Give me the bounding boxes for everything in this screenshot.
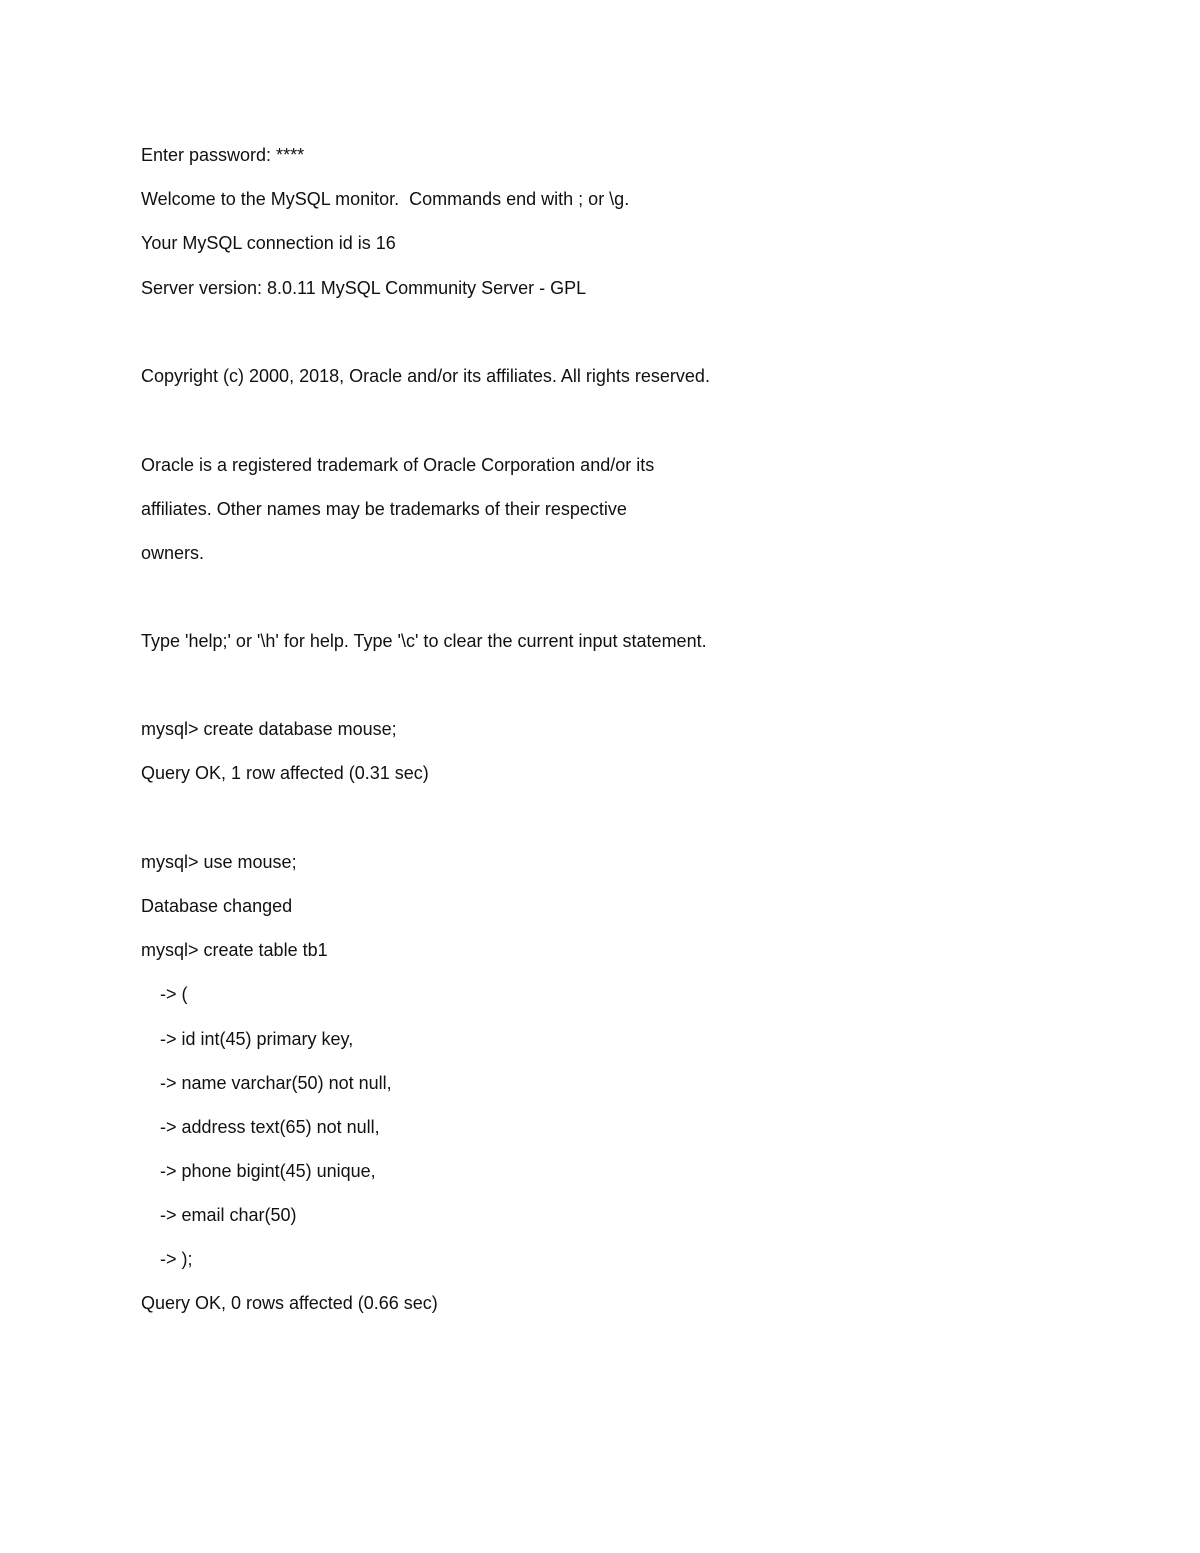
- connection-id-line: Your MySQL connection id is 16: [141, 233, 396, 253]
- trademark-line-2: affiliates. Other names may be trademarks of their respective: [141, 499, 627, 519]
- copyright-line: Copyright (c) 2000, 2018, Oracle and/or its affiliates. All rights reserved.: [141, 366, 710, 386]
- create-table-result: Query OK, 0 rows affected (0.66 sec): [141, 1293, 438, 1313]
- create-table-open-paren: -> (: [160, 984, 188, 1004]
- database-changed-line: Database changed: [141, 896, 293, 916]
- welcome-line: Welcome to the MySQL monitor. Commands end with ; or \g.: [141, 189, 630, 209]
- create-table-command: mysql> create table tb1: [141, 940, 328, 960]
- column-phone-line: -> phone bigint(45) unique,: [160, 1161, 376, 1181]
- column-id-line: -> id int(45) primary key,: [160, 1029, 354, 1049]
- create-database-result: Query OK, 1 row affected (0.31 sec): [141, 763, 429, 783]
- create-table-close-paren: -> );: [160, 1249, 193, 1269]
- trademark-line-1: Oracle is a registered trademark of Oracle Corporation and/or its: [141, 455, 655, 475]
- trademark-line-3: owners.: [141, 543, 205, 563]
- password-prompt-line: Enter password: ****: [141, 145, 305, 165]
- create-database-command: mysql> create database mouse;: [141, 719, 397, 739]
- server-version-line: Server version: 8.0.11 MySQL Community Server - GPL: [141, 278, 587, 298]
- column-name-line: -> name varchar(50) not null,: [160, 1073, 392, 1093]
- column-address-line: -> address text(65) not null,: [160, 1117, 380, 1137]
- column-email-line: -> email char(50): [160, 1205, 297, 1225]
- help-line: Type 'help;' or '\h' for help. Type '\c' to clear the current input statement.: [141, 631, 707, 651]
- use-database-command: mysql> use mouse;: [141, 852, 297, 872]
